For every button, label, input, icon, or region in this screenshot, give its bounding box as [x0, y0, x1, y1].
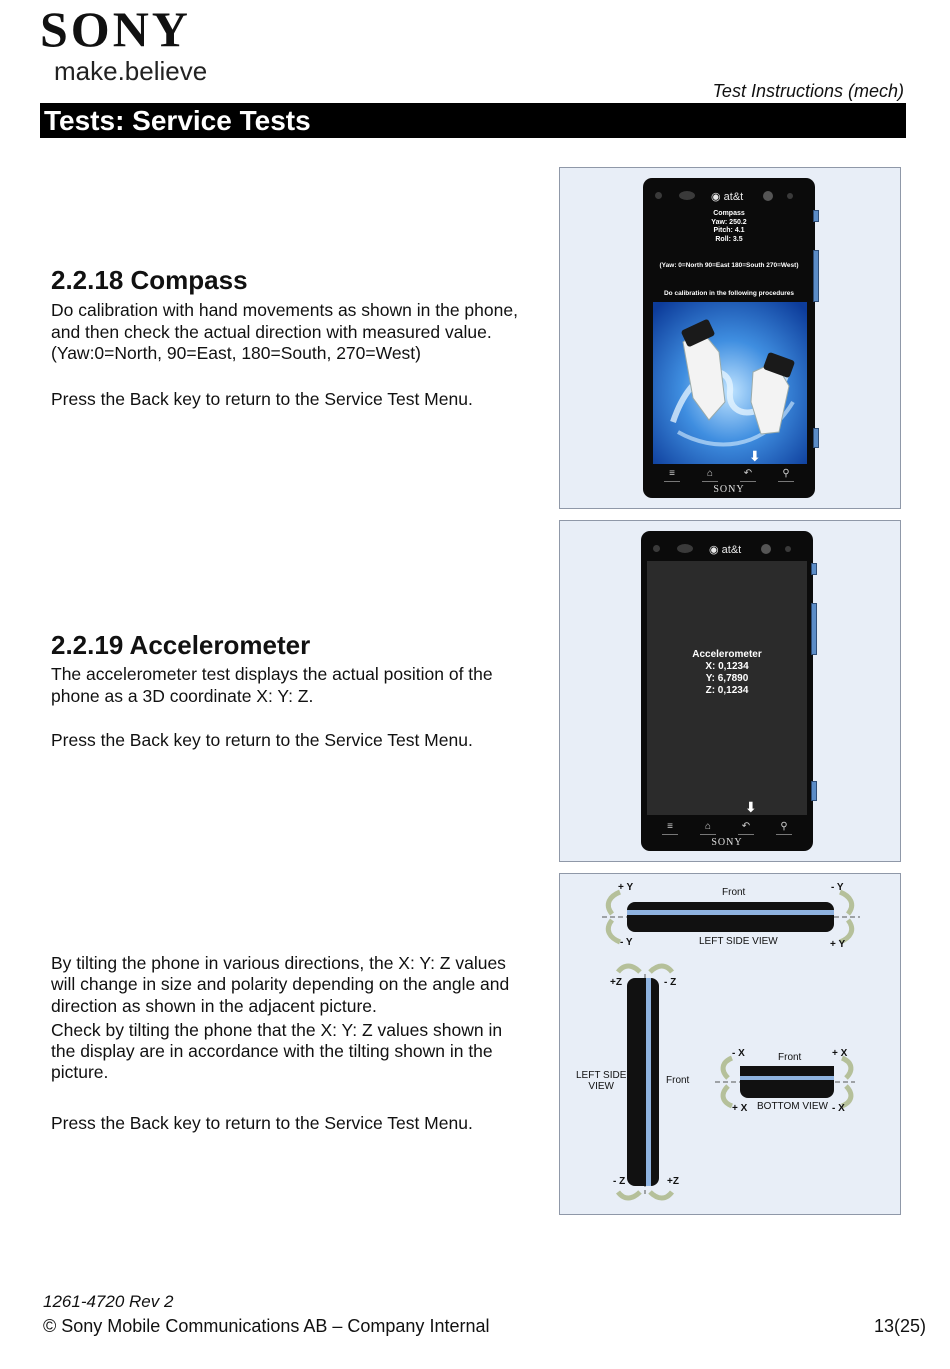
phone-side-shape: [627, 978, 659, 1186]
accelerometer-desc-line-1: The accelerometer test displays the actual position of the: [51, 664, 493, 684]
tilt-line-4: Check by tilting the phone that the X: Y: Z values shown in: [51, 1019, 503, 1040]
menu-icon: ≡: [662, 821, 678, 835]
top-left-side-view-label: LEFT SIDE VIEW: [699, 936, 778, 947]
phone-sensor-dot: [655, 192, 662, 199]
compass-back-instruction: Press the Back key to return to the Service Test Menu.: [51, 389, 473, 409]
left-side-view-label-line-2: VIEW: [588, 1081, 614, 1092]
left-plus-z-label: +Z: [610, 977, 622, 988]
arrow-down-icon: ⬇: [749, 448, 761, 464]
tilt-line-1: By tilting the phone in various directions, the X: Y: Z values: [51, 953, 506, 973]
compass-instruction: Do calibration in the following procedures: [663, 290, 794, 297]
tilt-description: [51, 953, 551, 1084]
tilt-diagram: [560, 874, 900, 1214]
phone-side-button: [811, 603, 817, 655]
accelerometer-back-instruction: Press the Back key to return to the Service Test Menu.: [51, 730, 473, 750]
home-icon: ⌂: [702, 468, 718, 482]
compass-desc-line-2: and then check the actual direction with measured value.: [51, 321, 492, 342]
accelerometer-phone: [641, 531, 813, 851]
left-side-view-label-line-1: LEFT SIDE: [576, 1070, 627, 1081]
bottom-view: [715, 1058, 855, 1106]
phone-sensor-dot: [785, 546, 791, 552]
arrow-down-icon: ⬇: [745, 799, 757, 815]
tilt-arrow-icon: [842, 1058, 851, 1078]
accelerometer-description: [51, 664, 551, 707]
accelerometer-readout: [641, 649, 813, 697]
compass-desc-line-3: (Yaw:0=North, 90=East, 180=South, 270=West): [51, 343, 421, 363]
phone-bottom-edge: [740, 1066, 834, 1074]
compass-phone: [643, 178, 815, 498]
top-minus-y-left-label: - Y: [620, 937, 633, 948]
tilt-arrow-icon: [650, 966, 672, 972]
accelerometer-figure-panel: [559, 520, 901, 862]
top-plus-y-right-label: + Y: [830, 939, 846, 950]
phone-screen-edge: [740, 1076, 834, 1080]
document-type: Test Instructions (mech): [712, 81, 904, 101]
copyright-notice: © Sony Mobile Communications AB – Company Internal: [43, 1316, 490, 1336]
phone-navbar: [651, 821, 803, 835]
tilt-arrow-icon: [618, 966, 640, 972]
globe-icon: ◉: [709, 544, 719, 556]
calibration-illustration: [653, 302, 807, 464]
phone-screen-edge: [627, 910, 834, 915]
top-minus-y-right-label: - Y: [831, 882, 844, 893]
tilt-line-3: direction as shown in the adjacent picture.: [51, 995, 377, 1016]
accelerometer-screen-title: Accelerometer: [692, 649, 762, 660]
tagline: make.believe: [54, 56, 208, 86]
left-minus-z-bottom-label: - Z: [613, 1176, 626, 1187]
tilt-diagram-panel: [559, 873, 901, 1215]
tilt-arrow-icon: [608, 920, 620, 942]
phone-sensor-dot: [787, 193, 793, 199]
document-revision: 1261-4720 Rev 2: [43, 1292, 174, 1311]
bottom-plus-x-left-label: + X: [732, 1103, 748, 1114]
tilt-arrow-icon: [618, 1192, 640, 1198]
left-side-view-label: [576, 1070, 626, 1092]
phone-side-button: [811, 563, 817, 575]
phone-camera: [761, 544, 771, 554]
home-icon: ⌂: [700, 821, 716, 835]
accelerometer-z: Z: 0,1234: [705, 685, 749, 696]
left-front-label: Front: [666, 1075, 690, 1086]
phone-navbar: [653, 468, 805, 482]
compass-screen-title: Compass: [713, 210, 745, 217]
search-icon: ⚲: [778, 468, 794, 482]
bottom-plus-x-label: + X: [832, 1048, 848, 1059]
globe-icon: ◉: [711, 191, 721, 203]
phone-sensor-dot: [653, 545, 660, 552]
tilt-arrow-icon: [608, 892, 620, 914]
phone-brand: SONY: [711, 837, 743, 848]
tilt-back-instruction: Press the Back key to return to the Service Test Menu.: [51, 1113, 473, 1133]
carrier-logo: [711, 190, 743, 203]
accelerometer-heading: 2.2.19 Accelerometer: [51, 630, 311, 660]
compass-legend: (Yaw: 0=North 90=East 180=South 270=West): [659, 262, 799, 269]
search-icon: ⚲: [776, 821, 792, 835]
phone-screen-edge: [646, 978, 651, 1186]
compass-heading: 2.2.18 Compass: [51, 265, 248, 295]
back-icon: ↶: [738, 821, 754, 835]
phone-camera: [763, 191, 773, 201]
accelerometer-y: Y: 6,7890: [705, 673, 749, 684]
bottom-front-label: Front: [778, 1052, 802, 1063]
back-icon: ↶: [740, 468, 756, 482]
compass-pitch: Pitch: 4.1: [713, 227, 745, 234]
phone-side-button: [811, 781, 817, 801]
carrier-logo: [709, 543, 741, 556]
bottom-view-label: BOTTOM VIEW: [757, 1101, 828, 1112]
page-title: Tests: Service Tests: [40, 103, 906, 138]
left-minus-z-label: - Z: [664, 977, 677, 988]
top-side-view: [602, 892, 860, 942]
accelerometer-x: X: 0,1234: [705, 661, 749, 672]
phone-brand: SONY: [713, 484, 745, 495]
bottom-minus-x-label: - X: [732, 1048, 745, 1059]
phone-speaker: [679, 191, 695, 200]
compass-description: [51, 300, 551, 365]
left-plus-z-bottom-label: +Z: [667, 1176, 679, 1187]
compass-desc-line-1: Do calibration with hand movements as shown in the phone,: [51, 300, 518, 320]
tilt-arrow-icon: [840, 892, 852, 914]
tilt-line-6: picture.: [51, 1062, 109, 1083]
carrier-label: at&t: [721, 544, 742, 556]
compass-yaw: Yaw: 250.2: [711, 218, 747, 226]
page-number: 13(25): [873, 1316, 926, 1336]
menu-icon: ≡: [664, 468, 680, 482]
phone-side-button: [813, 428, 819, 448]
top-plus-y-label: + Y: [618, 882, 634, 893]
tilt-line-5: the display are in accordance with the tilting shown in the: [51, 1041, 493, 1062]
tilt-arrow-icon: [723, 1086, 732, 1106]
accelerometer-desc-line-2: phone as a 3D coordinate X: Y: Z.: [51, 685, 314, 706]
tilt-arrow-icon: [650, 1192, 672, 1198]
compass-figure-panel: [559, 167, 901, 509]
phone-side-shape: [627, 902, 834, 932]
tilt-line-2: will change in size and polarity depending on the angle and: [51, 974, 510, 995]
top-front-label: Front: [722, 887, 746, 898]
tilt-arrow-icon: [723, 1058, 732, 1078]
phone-speaker: [677, 544, 693, 553]
compass-readout: [643, 210, 815, 244]
sony-logo: SONY: [40, 1, 191, 57]
compass-roll: Roll: 3.5: [715, 235, 743, 243]
bottom-minus-x-right-label: - X: [832, 1103, 845, 1114]
carrier-label: at&t: [723, 191, 744, 203]
